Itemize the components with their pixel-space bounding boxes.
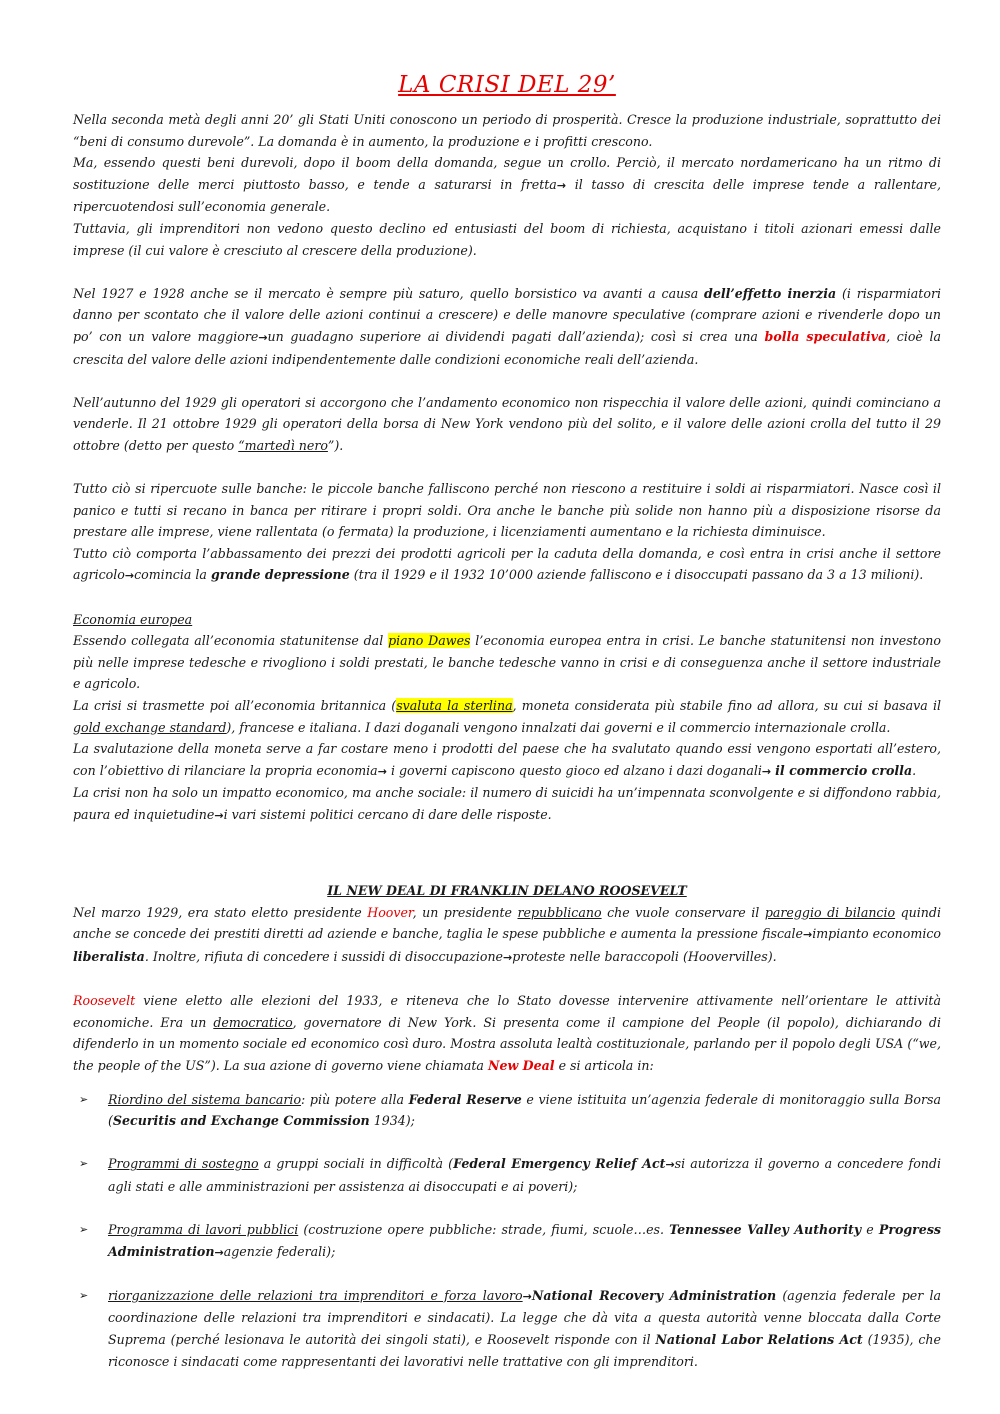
bullet-arrow-icon: ➢ xyxy=(79,1157,89,1171)
europe-paragraph-4: La crisi non ha solo un impatto economico, ma anche sociale: il numero di suicidi ha un’impennata sconvolgente e si diffondono rabbia, paura ed inquietudine→i vari sistemi politici cercano di dare delle risposte. xyxy=(73,785,941,822)
europe-paragraph-3: La svalutazione della moneta serve a far costare meno i prodotti del paese che ha svalutato quando essi vengono esportati all’estero, con l’obiettivo di rilanciare la propria economia→ i governi capiscono questo gioco ed alzano i dazi doganali→ il commercio crolla. xyxy=(73,741,941,778)
list-item: ➢ riorganizzazione delle relazioni tra imprenditori e forza lavoro→National Recovery Administration (agenzia federale per la coordinazione delle relazioni tra imprenditori e sindacati). La legge che dà vita a questa autorità venne bloccata dalla Corte Suprema (perché lesionava le autorità dei singoli stati), e Roosevelt risponde con il National Labor Relations Act (1935), che riconosce i sindacati come rappresentanti dei lavorativi nelle trattative con gli imprenditori. xyxy=(73,1285,941,1372)
list-item: ➢ Riordino del sistema bancario: più potere alla Federal Reserve e viene istituita un’agenzia federale di monitoraggio sulla Borsa (Securitis and Exchange Commission 1934); xyxy=(73,1089,941,1132)
new-deal-term: New Deal xyxy=(487,1057,555,1073)
list-item: ➢ Programmi di sostegno a gruppi sociali in difficoltà (Federal Emergency Relief Act→si autorizza il governo a concedere fondi agli stati e alle amministrazioni per assistenza ai disoccupati e ai poveri); xyxy=(73,1153,941,1197)
bubble-paragraph: Nel 1927 e 1928 anche se il mercato è sempre più saturo, quello borsistico va avanti a causa dell’effetto inerzia (i risparmiatori danno per scontato che il valore delle azioni continui a crescere) e delle manovre speculative (comprare azioni e rivenderle dopo un po’ con un valore maggiore→un guadagno superiore ai dividendi pagati dall’azienda); così si crea una bolla speculativa, cioè la crescita del valore delle azioni indipendentemente dalle condizioni economiche reali dell’azienda. xyxy=(73,285,942,367)
grande-depressione-term: grande depressione xyxy=(210,567,350,583)
document-page xyxy=(73,72,941,1394)
page-title: LA CRISI DEL 29’ xyxy=(398,72,616,98)
liberalista-term: liberalista xyxy=(73,948,145,964)
list-item: ➢ Programma di lavori pubblici (costruzione opere pubbliche: strade, fiumi, scuole…es. Tennessee Valley Authority e Progress Administration→agenzie federali); xyxy=(73,1219,941,1263)
intro-paragraph-3: Tuttavia, gli imprenditori non vedono questo declino ed entusiasti del boom di richiesta, acquistano i titoli azionari emessi dalle imprese (il cui valore è cresciuto al crescere della produzione). xyxy=(73,220,941,258)
europe-paragraph-1: Essendo collegata all’economia statunitense dal piano Dawes l’economia europea entra in crisi. Le banche statunitensi non investono più nelle imprese tedesche e rivogliono i soldi prestati, le banche tedesche vanno in crisi e di conseguenza anche il settore industriale e agricolo. xyxy=(73,633,941,692)
gold-exchange-term: gold exchange standard xyxy=(73,719,227,735)
new-deal-list xyxy=(73,1089,941,1373)
arrow-icon: → xyxy=(522,1289,532,1303)
repubblicano-term: repubblicano xyxy=(517,904,602,920)
arrow-icon: → xyxy=(377,764,387,778)
intro-paragraph-1: Nella seconda metà degli anni 20’ gli Stati Uniti conoscono un periodo di prosperità. Cresce la produzione industriale, soprattutto dei “beni di consumo durevole”. La domanda è in aumento, la produzione e i profitti crescono. xyxy=(73,112,941,149)
roosevelt-name: Roosevelt xyxy=(73,993,136,1009)
new-deal-title: IL NEW DEAL DI FRANKLIN DELANO ROOSEVELT xyxy=(327,883,687,899)
hoover-name: Hoover xyxy=(367,904,413,920)
intro-paragraph-2: Ma, essendo questi beni durevoli, dopo il boom della domanda, segue un crollo. Perciò, il mercato nordamericano ha un ritmo di sostituzione delle merci piuttosto basso, e tende a saturarsi in fretta→ il tasso di crescita delle imprese tende a rallentare, ripercuotendosi sull’economia generale. xyxy=(73,155,942,215)
piano-dawes-term: piano Dawes xyxy=(388,633,471,649)
bullet-arrow-icon: ➢ xyxy=(79,1288,89,1302)
banks-paragraph-1: Tutto ciò si ripercuote sulle banche: le piccole banche falliscono perché non riescono a restituire i soldi ai risparmiatori. Nasce così il panico e tutti si recano in banca per ritirare i propri soldi. Ora anche le banche più solide non hanno più a disposizione risorse da prestare alle imprese, viene rallentata (o fermata) la produzione, i licenziamenti aumentano e la richiesta diminuisce. xyxy=(73,481,941,540)
europe-heading: Economia europea xyxy=(73,611,193,627)
banks-paragraph-2: Tutto ciò comporta l’abbassamento dei prezzi dei prodotti agricoli per la caduta della domanda, e così entra in crisi anche il settore agricolo→comincia la grande depressione (tra il 1929 e il 1932 10’000 aziende falliscono e i disoccupati passano da 3 a 13 milioni). xyxy=(73,545,941,583)
arrow-icon: → xyxy=(258,330,268,344)
arrow-icon: → xyxy=(802,928,813,942)
bullet-arrow-icon: ➢ xyxy=(79,1092,89,1106)
arrow-icon: → xyxy=(214,1245,224,1259)
bolla-term: bolla speculativa xyxy=(764,328,887,344)
arrow-icon: → xyxy=(556,178,567,192)
democratico-term: democratico xyxy=(213,1014,293,1030)
bullet-arrow-icon: ➢ xyxy=(79,1223,89,1237)
hoover-paragraph: Nel marzo 1929, era stato eletto presidente Hoover, un presidente repubblicano che vuole conservare il pareggio di bilancio quindi anche se concede dei prestiti diretti ad aziende e banche, taglia le spese pubbliche e aumenta la pressione fiscale→impianto economico liberalista. Inoltre, rifiuta di concedere i sussidi di disoccupazione→proteste nelle baraccopoli (Hoovervilles). xyxy=(73,904,942,964)
arrow-icon: → xyxy=(761,764,772,778)
arrow-icon: → xyxy=(124,569,135,583)
sterlina-term: svaluta la sterlina xyxy=(396,698,513,714)
commercio-crolla-term: il commercio crolla xyxy=(775,762,913,778)
arrow-icon: → xyxy=(214,809,224,822)
martedi-nero-term: “martedì nero xyxy=(238,437,328,453)
arrow-icon: → xyxy=(503,950,513,964)
pareggio-term: pareggio di bilancio xyxy=(764,904,896,920)
autumn-paragraph: Nell’autunno del 1929 gli operatori si accorgono che l’andamento economico non rispecchia il valore delle azioni, quindi cominciano a venderle. Il 21 ottobre 1929 gli operatori della borsa di New York vendono più del solito, e il valore delle azioni crolla del tutto il 29 ottobre (detto per questo “martedì nero”). xyxy=(73,394,941,453)
inertia-term: dell’effetto inerzia xyxy=(704,285,837,301)
europe-paragraph-2: La crisi si trasmette poi all’economia britannica (svaluta la sterlina, moneta considerata più stabile fino ad allora, su cui si basava il gold exchange standard), francese e italiana. I dazi doganali vengono innalzati dai governi e il commercio internazionale crolla. xyxy=(73,698,941,735)
roosevelt-paragraph: Roosevelt viene eletto alle elezioni del 1933, e riteneva che lo Stato dovesse intervenire attivamente nell’orientare le attività economiche. Era un democratico, governatore di New York. Si presenta come il campione del People (il popolo), dichiarando di difenderlo in un momento sociale ed economico così duro. Mostra assoluta lealtà costituzionale, parlando per il popolo degli USA (“we, the people of the US”). La sua azione di governo viene chiamata New Deal e si articola in: xyxy=(73,993,941,1073)
arrow-icon: → xyxy=(665,1158,675,1172)
